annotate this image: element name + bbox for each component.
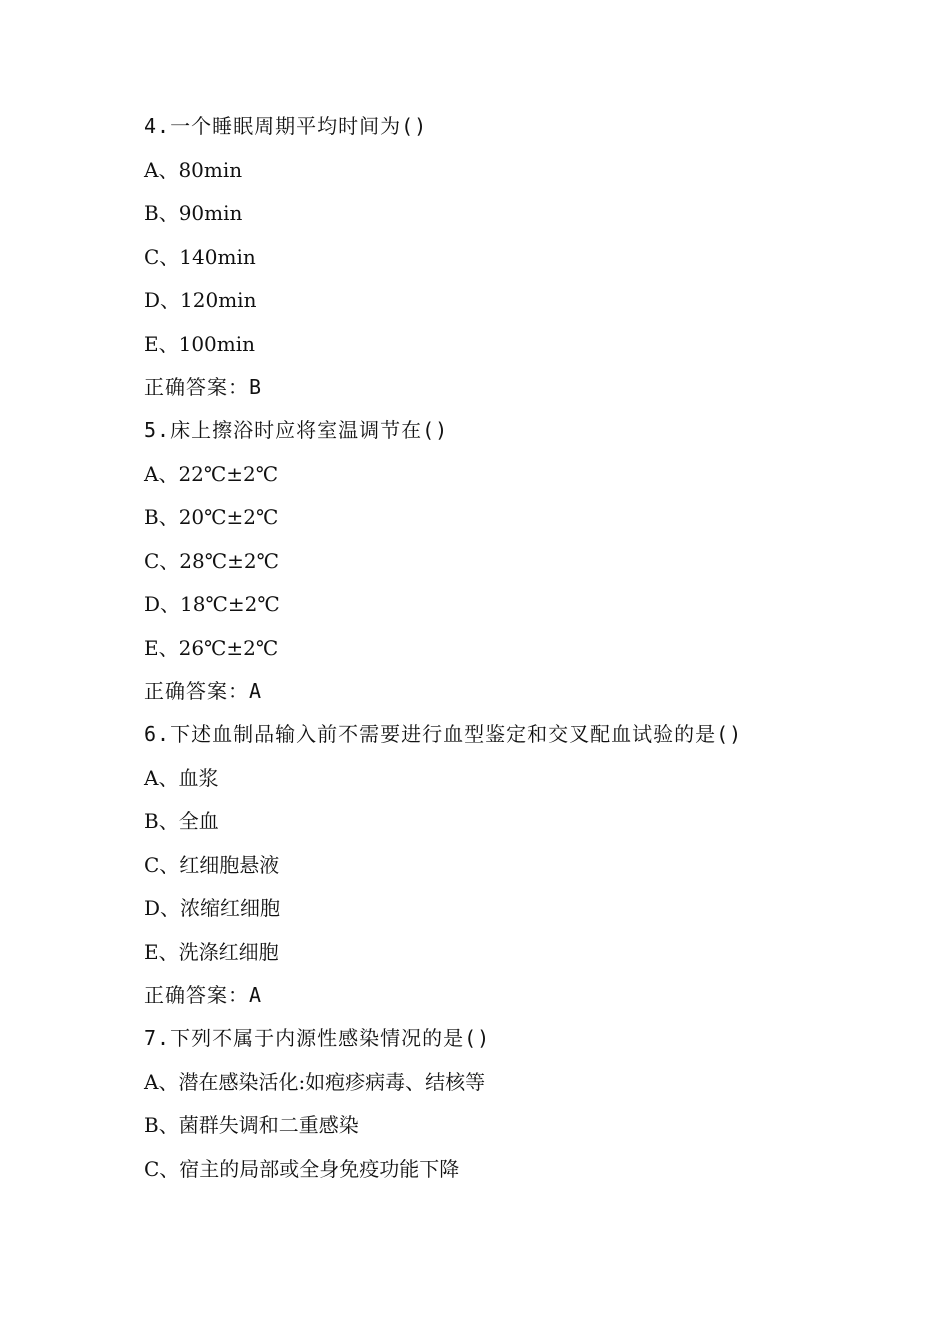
question-4-option-c: C、140min: [144, 245, 256, 269]
question-4-option-e: E、100min: [144, 332, 256, 356]
question-4-option-d: D、120min: [144, 288, 257, 312]
question-7-option-a: A、潜在感染活化:如疱疹病毒、结核等: [144, 1070, 486, 1094]
question-5-answer: 正确答案：A: [144, 679, 263, 703]
question-5-option-e: E、26℃±2℃: [144, 636, 279, 660]
question-4-option-b: B、90min: [144, 201, 243, 225]
question-4-stem: 4.一个睡眠周期平均时间为(): [144, 114, 428, 138]
question-4-answer: 正确答案：B: [144, 375, 263, 399]
question-5-option-c: C、28℃±2℃: [144, 549, 279, 573]
question-5-stem: 5.床上擦浴时应将室温调节在(): [144, 418, 449, 442]
question-6-option-e: E、洗涤红细胞: [144, 940, 279, 964]
question-6-option-d: D、浓缩红细胞: [144, 896, 281, 920]
question-6-answer: 正确答案：A: [144, 983, 263, 1007]
question-7-stem: 7.下列不属于内源性感染情况的是(): [144, 1026, 491, 1050]
question-5-option-a: A、22℃±2℃: [144, 462, 279, 486]
question-6-option-c: C、红细胞悬液: [144, 853, 280, 877]
question-5-option-b: B、20℃±2℃: [144, 505, 279, 529]
question-4-option-a: A、80min: [144, 158, 243, 182]
question-5-option-d: D、18℃±2℃: [144, 592, 280, 616]
question-6-option-a: A、血浆: [144, 766, 219, 790]
question-7-option-c: C、宿主的局部或全身免疫功能下降: [144, 1157, 460, 1181]
question-6-option-b: B、全血: [144, 809, 219, 833]
question-6-stem: 6.下述血制品输入前不需要进行血型鉴定和交叉配血试验的是(): [144, 722, 743, 746]
question-7-option-b: B、菌群失调和二重感染: [144, 1113, 359, 1137]
